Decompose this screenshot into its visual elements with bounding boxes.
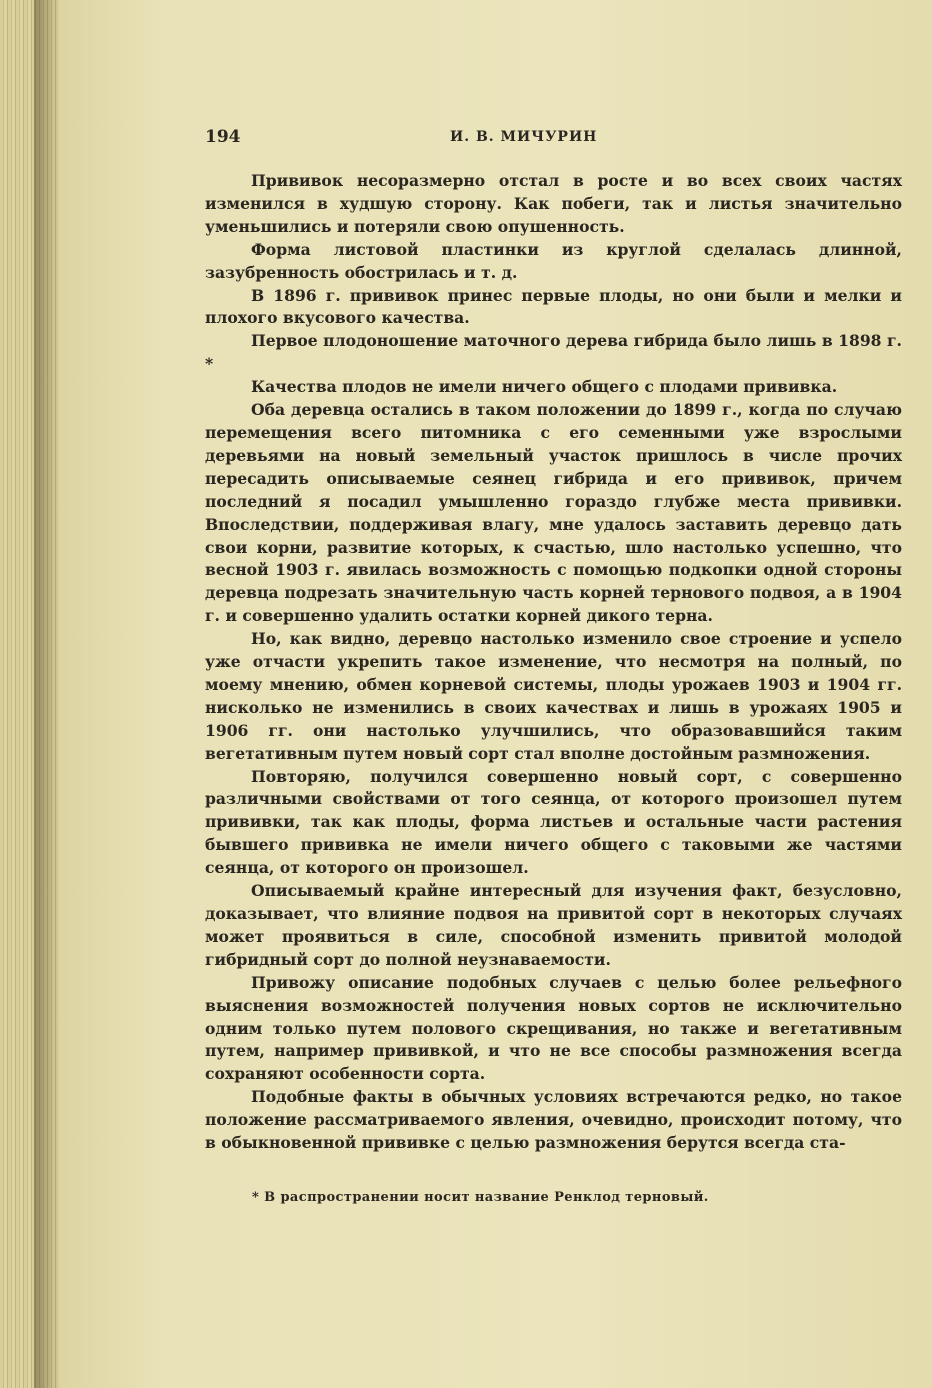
- paragraph: Описываемый крайне интересный для изучения факт, безусловно, доказывает, что влияние подвоя на привитой сорт в некоторых случаях может проявиться в силе, способной изменить привитой молодой гибридный сорт до полной неузнаваемости.: [205, 881, 902, 969]
- paragraph: Но, как видно, деревцо настолько изменило свое строение и успело уже отчасти укрепить такое изменение, что несмотря на полный, по моему мнению, обмен корневой системы, плоды урожаев 1903 и 1904 гг. нисколько не изменились в своих качествах и лишь в урожаях 1905 и 1906 гг. они настолько улучшились, что образовавшийся таким вегетативным путем новый сорт стал вполне достойным размножения.: [205, 629, 902, 763]
- gutter-shadow: [34, 0, 60, 1388]
- body-text: [205, 170, 902, 1155]
- running-head: И. В. МИЧУРИН: [450, 129, 598, 145]
- paragraph: Подобные факты в обычных условиях встречаются редко, но такое положение рассматриваемого явления, очевидно, происходит потому, что в обыкновенной прививке с целью размножения берутся всегда ста-: [205, 1087, 902, 1153]
- paragraph: Качества плодов не имели ничего общего с плодами прививка.: [251, 377, 838, 397]
- paragraph: Привожу описание подобных случаев с целью более рельефного выяснения возможностей получения новых сортов не исключительно одним только путем полового скрещивания, но также и вегетативным путем, например прививкой, и что не все способы размножения всегда сохраняют особенности сорта.: [205, 972, 902, 1084]
- paragraph: В 1896 г. прививок принес первые плоды, но они были и мелки и плохого вкусового качества.: [205, 285, 902, 328]
- footnote: * В распространении носит название Ренклод терновый.: [252, 1190, 709, 1205]
- paragraph: Прививок несоразмерно отстал в росте и во всех своих частях изменился в худшую сторону. Как побеги, так и листья значительно уменьшились и потеряли свою опушенность.: [205, 171, 902, 236]
- paragraph: Оба деревца остались в таком положении до 1899 г., когда по случаю перемещения всего питомника с его семенными уже взрослыми деревьями на новый земельный участок пришлось в числе прочих пересадить описываемые сеянец гибрида и его прививок, причем последний я посадил умышленно гораздо глубже места прививки. Впоследствии, поддерживая влагу, мне удалось заставить деревцо дать свои корни, развитие которых, к счастью, шло настолько успешно, что весной 1903 г. явилась возможность с помощью подкопки одной стороны деревца подрезать значительную часть корней тернового подвоя, а в 1904 г. и совершенно удалить остатки корней дикого терна.: [205, 400, 902, 626]
- paragraph: Форма листовой пластинки из круглой сделалась длинной, зазубренность обострилась и т. д.: [205, 239, 902, 282]
- page-number: 194: [205, 127, 241, 147]
- paragraph: Повторяю, получился совершенно новый сорт, с совершенно различными свойствами от того сеянца, от которого произошел путем прививки, так как плоды, форма листьев и остальные части растения бывшего прививка не имели ничего общего с таковыми же частями сеянца, от которого он произошел.: [205, 766, 902, 878]
- page-header: [205, 127, 905, 151]
- paragraph: Первое плодоношение маточного дерева гибрида было лишь в 1898 г. *: [205, 331, 902, 374]
